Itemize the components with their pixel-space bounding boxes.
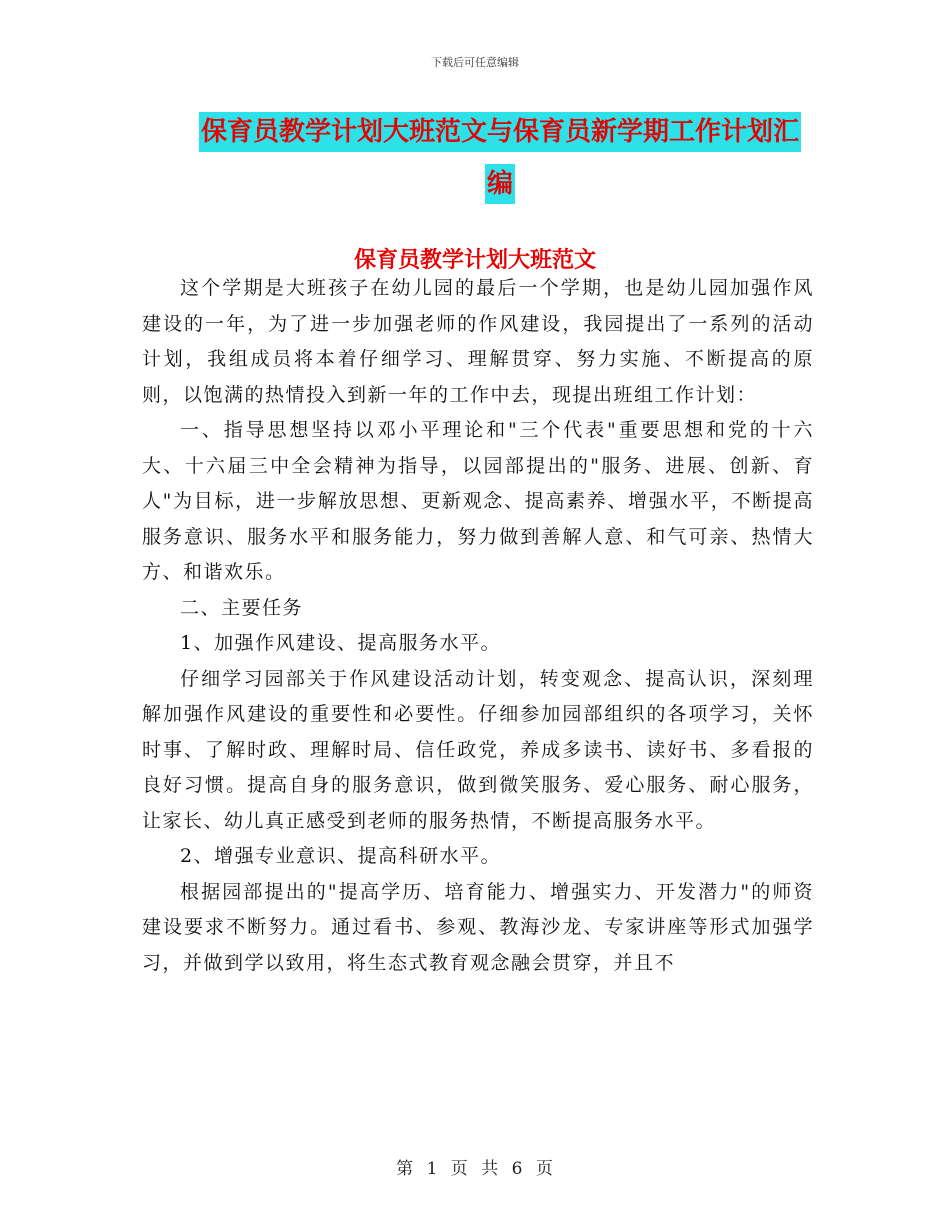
- header-note: 下载后可任意编辑: [431, 56, 519, 69]
- body-text: [142, 271, 814, 981]
- paragraph-intro: 这个学期是大班孩子在幼儿园的最后一个学期，也是幼儿园加强作风建设的一年，为了进一步加强老师的作风建设，我园提出了一系列的活动计划，我组成员将本着仔细学习、理解贯穿、努力实施、不断提高的原则，以饱满的热情投入到新一年的工作中去，现提出班组工作计划：: [142, 277, 814, 406]
- paragraph-task-1-body: 仔细学习园部关于作风建设活动计划，转变观念、提高认识，深刻理解加强作风建设的重要性和必要性。仔细参加园部组织的各项学习，关怀时事、了解时政、理解时局、信任政党，养成多读书、读好书、多看报的良好习惯。提高自身的服务意识，做到微笑服务、爱心服务、耐心服务，让家长、幼儿真正感受到老师的服务热情，不断提高服务水平。: [142, 667, 814, 832]
- paragraph-task-2-heading: 2、增强专业意识、提高科研水平。: [180, 845, 502, 867]
- section-heading: 保育员教学计划大班范文: [353, 248, 596, 273]
- document-title: [190, 112, 810, 210]
- page-number: 第 1 页 共 6 页: [396, 1159, 554, 1179]
- document-title-line-1: 保育员教学计划大班范文与保育员新学期工作计划汇: [199, 112, 801, 152]
- paragraph-main-tasks-heading: 二、主要任务: [180, 596, 304, 619]
- document-title-line-2: 编: [485, 164, 515, 204]
- paragraph-guiding-ideology: 一、指导思想坚持以邓小平理论和"三个代表"重要思想和党的十六大、十六届三中全会精神为指导，以园部提出的"服务、进展、创新、育人"为目标，进一步解放思想、更新观念、提高素养、增强水平，不断提高服务意识、服务水平和服务能力，努力做到善解人意、和气可亲、热情大方、和谐欢乐。: [142, 419, 814, 583]
- paragraph-task-1-heading: 1、加强作风建设、提高服务水平。: [180, 632, 502, 654]
- paragraph-task-2-body: 根据园部提出的"提高学历、培育能力、增强实力、开发潜力"的师资建设要求不断努力。通过看书、参观、教海沙龙、专家讲座等形式加强学习，并做到学以致用，将生态式教育观念融会贯穿，并且不: [142, 880, 814, 974]
